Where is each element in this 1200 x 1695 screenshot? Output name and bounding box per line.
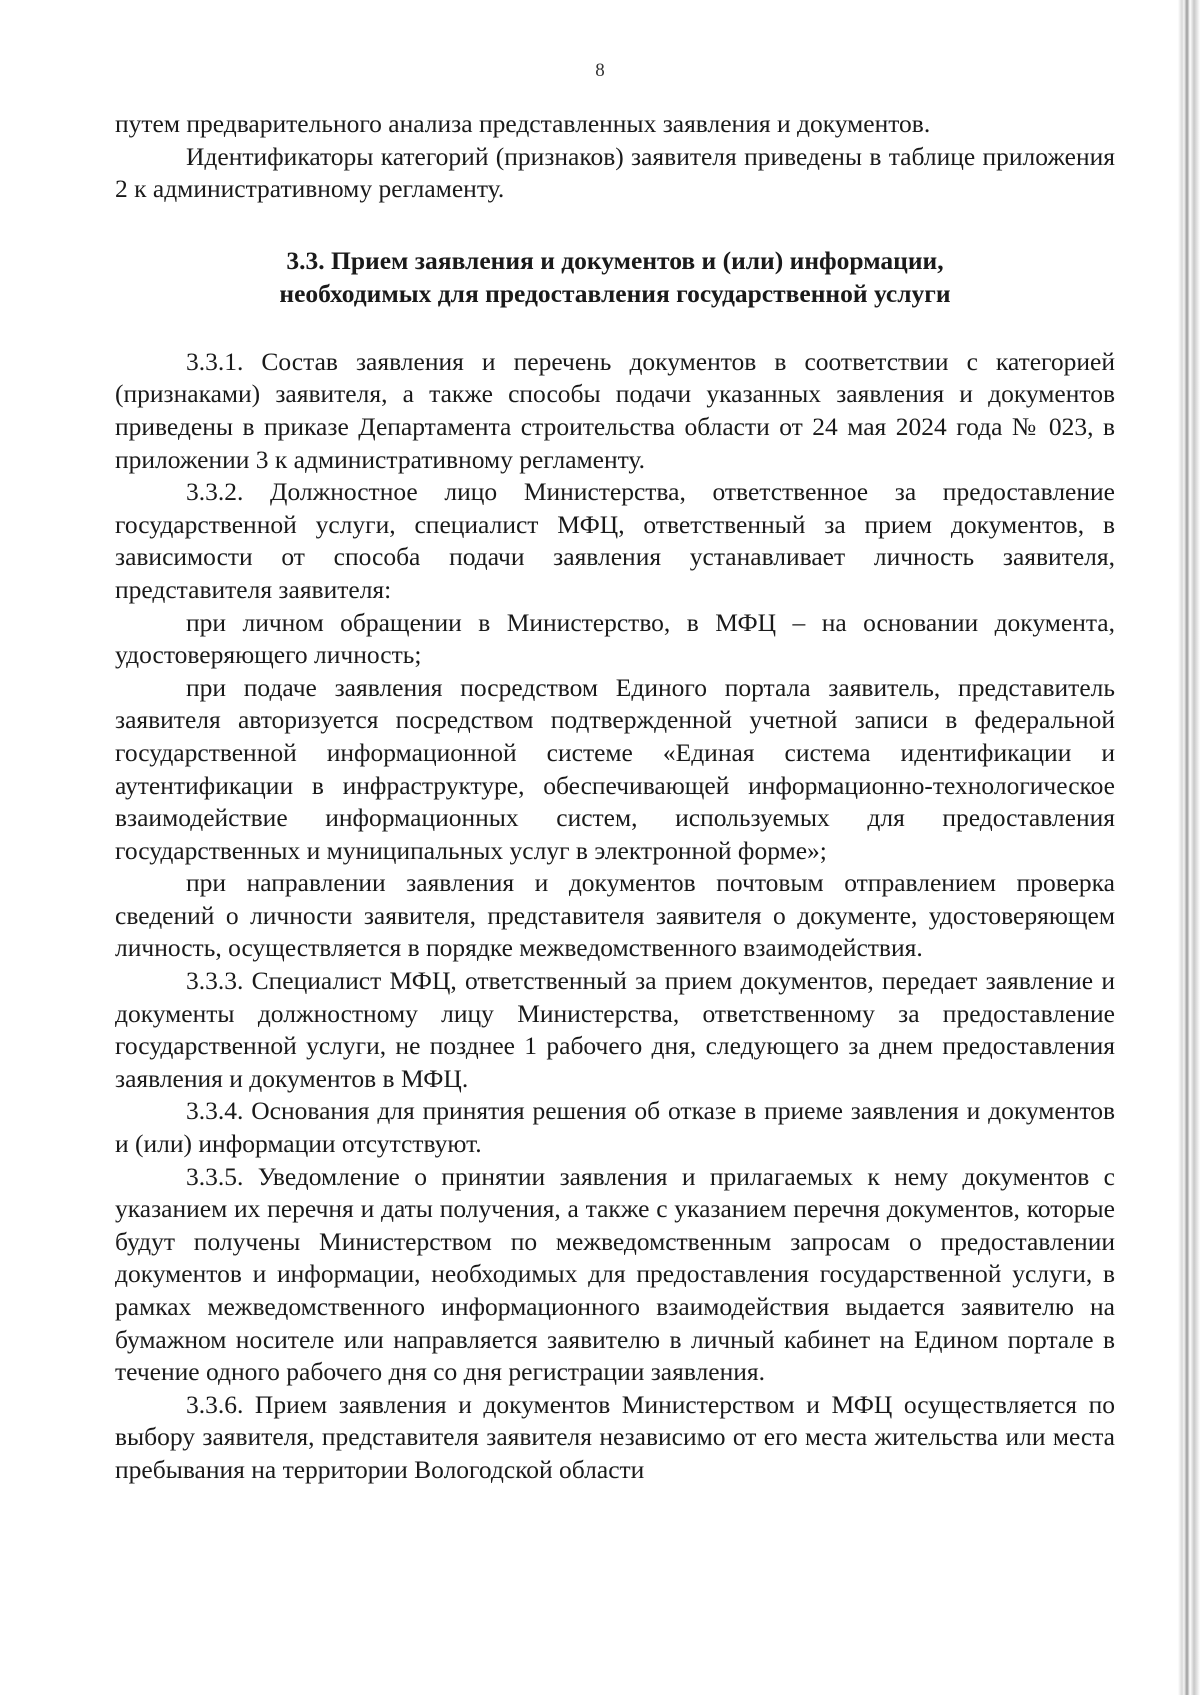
page-number: 8 (595, 60, 605, 81)
paragraph-3-3-5: 3.3.5. Уведомление о принятии заявления и прилагаемых к нему документов с указанием их перечня и даты получения, а также с указанием перечня документов, которые будут получены Министерством по межведомственным запросам о предоставлении документов и информации, необходимых для предоставления государственной услуги, в рамках межведомственного информационного взаимодействия выдается заявителю на бумажном носителе или направляется заявителю в личный кабинет на Едином портале в течение одного рабочего дня со дня регистрации заявления. (115, 1161, 1115, 1387)
intro-paragraph-identifiers: Идентификаторы категорий (признаков) заявителя приведены в таблице приложения 2 к административному регламенту. (115, 141, 1115, 204)
paragraph-3-3-2-portal: при подаче заявления посредством Единого портала заявитель, представитель заявителя авторизуется посредством подтвержденной учетной записи в федеральной государственной информационной системе «Единая система идентификации и аутентификации в инфраструктуре, обеспечивающей информационно-технологическое взаимодействие информационных систем, используемых для предоставления государственных и муниципальных услуг в электронной форме»; (115, 672, 1115, 865)
section-heading-line2: необходимых для предоставления государственной услуги (279, 278, 951, 308)
paragraph-3-3-6: 3.3.6. Прием заявления и документов Министерством и МФЦ осуществляется по выбору заявителя, представителя заявителя независимо от его места жительства или места пребывания на территории Вологодской области (115, 1389, 1115, 1484)
intro-paragraph-continued: путем предварительного анализа представленных заявления и документов. (115, 109, 931, 138)
section-heading-line1: 3.3. Прием заявления и документов и (или) информации, (286, 245, 944, 275)
paragraph-3-3-2: 3.3.2. Должностное лицо Министерства, ответственное за предоставление государственной услуги, специалист МФЦ, ответственный за прием документов, в зависимости от способа подачи заявления устанавливает личность заявителя, представителя заявителя: (115, 477, 1115, 604)
paragraph-3-3-2-personal: при личном обращении в Министерство, в МФЦ – на основании документа, удостоверяющего личность; (115, 607, 1115, 670)
scan-edge-border (1178, 0, 1200, 1695)
section-heading (115, 244, 1115, 310)
paragraph-3-3-2-mail: при направлении заявления и документов почтовым отправлением проверка сведений о личности заявителя, представителя заявителя о документе, удостоверяющем личность, осуществляется в порядке межведомственного взаимодействия. (115, 868, 1115, 963)
paragraph-3-3-4: 3.3.4. Основания для принятия решения об отказе в приеме заявления и документов и (или) информации отсутствуют. (115, 1096, 1115, 1159)
paragraph-3-3-1: 3.3.1. Состав заявления и перечень документов в соответствии с категорией (признаками) заявителя, а также способы подачи указанных заявления и документов приведены в приказе Департамента строительства области от 24 мая 2024 года № 023, в приложении 3 к административному регламенту. (115, 346, 1115, 474)
document-body (115, 108, 1115, 1487)
paragraph-3-3-3: 3.3.3. Специалист МФЦ, ответственный за прием документов, передает заявление и документы должностному лицу Министерства, ответственному за предоставление государственной услуги, не позднее 1 рабочего дня, следующего за днем предоставления заявления и документов в МФЦ. (115, 966, 1115, 1093)
